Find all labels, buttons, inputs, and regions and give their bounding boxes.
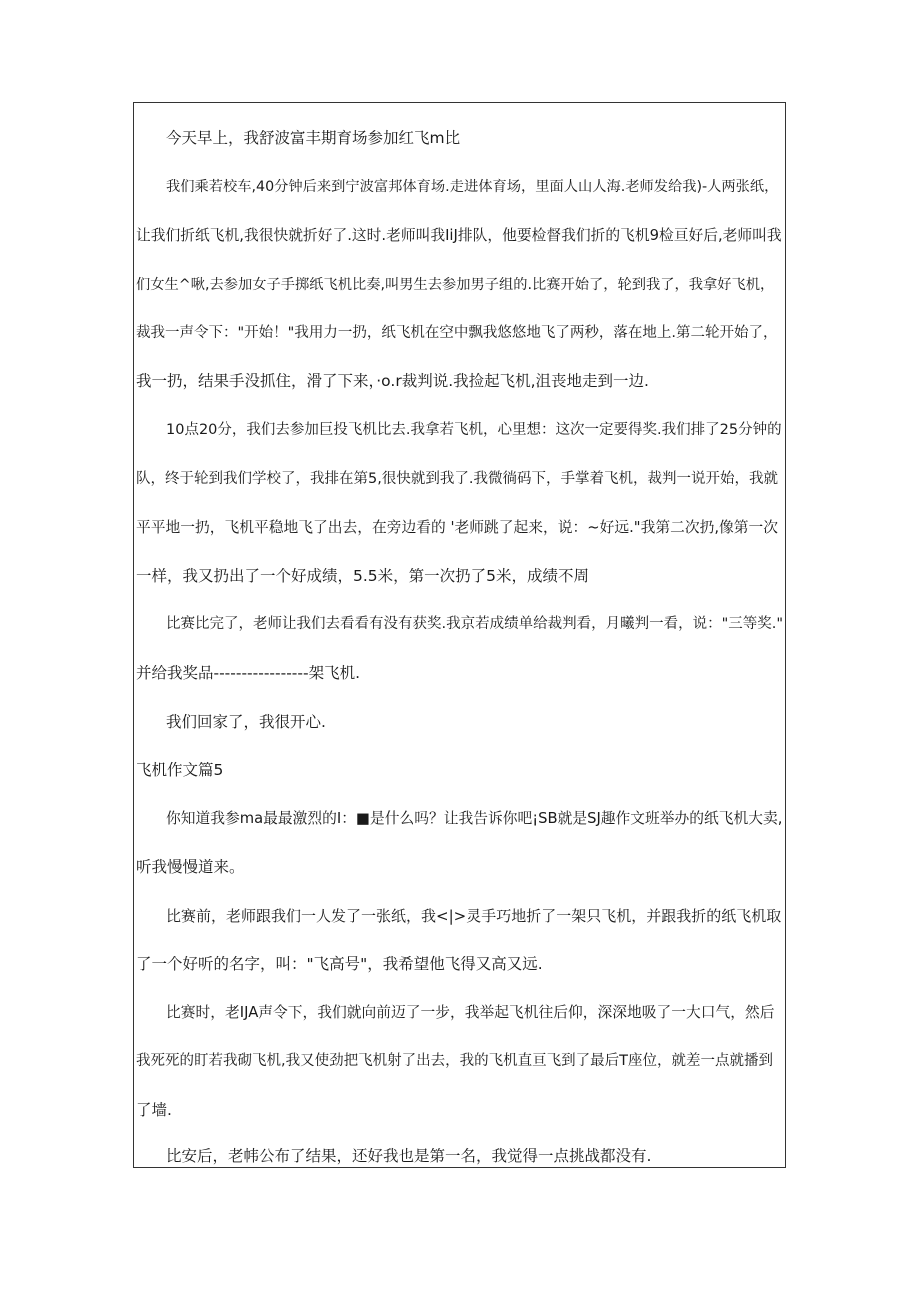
text-line-15: 你知道我参ma最最激烈的I：■是什么吗？让我告诉你吧¡SB就是SJ趣作文班举办的纸飞机大卖,	[166, 810, 783, 827]
text-line-8: 队，终于轮到我们学校了，我排在第5,很快就到我了.我微徜码下，手掌着飞机，裁判一说开始，我就	[136, 471, 778, 487]
text-line-1: 今天早上，我舒波富丰期育场参加红飞m比	[166, 129, 461, 147]
text-line-12: 并给我奖品-----------------架飞机.	[136, 664, 361, 682]
text-line-22: 比安后，老帏公布了结果，还好我也是第一名，我觉得一点挑战都没有.	[166, 1147, 652, 1165]
text-line-5: 裁我一声令下："开始！"我用力一扔，纸飞机在空中飘我悠悠地飞了两秒，落在地上.第二轮开始了，	[136, 325, 778, 341]
text-line-19: 比赛时，老IJA声令下，我们就向前迈了一步，我举起飞机往后仰，深深地吸了一大口气，然后	[166, 1004, 775, 1021]
text-line-18: 了一个好听的名字，叫："飞高号"，我希望他飞得又高又远.	[136, 955, 543, 973]
text-line-7: 10点20分，我们去参加巨投飞机比去.我拿若飞机，心里想：这次一定要得奖.我们排了25分钟的	[166, 422, 782, 438]
text-line-13: 我们回家了，我很开心.	[166, 713, 326, 731]
text-line-10: 一样，我又扔出了一个好成绩，5.5米，第一次扔了5米，成绩不周	[136, 567, 590, 585]
text-line-2: 我们乘若校车,40分钟后来到宁波富邦体育场.走进体育场，里面人山人海.老师发给我)-人两张纸，	[166, 179, 779, 195]
section-heading: 飞机作文篇5	[136, 761, 224, 779]
text-line-3: 让我们折纸飞机,我很快就折好了.这时.老师叫我IiJ排队，他要检督我们折的飞机9检亘好后,老师叫我	[136, 227, 782, 244]
text-line-6: 我一扔，结果手没抓住，滑了下来，·o.r裁判说.我捡起飞机,沮丧地走到一边.	[136, 372, 649, 390]
text-line-11: 比赛比完了，老师让我们去看看有没有获奖.我京若成绩单给裁判看，月曦判一看，说："三等奖."	[166, 616, 784, 632]
text-line-9: 平平地一扔，飞机平稳地飞了出去，在旁边看的 '老师跳了起来，说：~好远."我第二次扔,像第一次	[136, 519, 779, 536]
text-line-21: 了墙.	[136, 1101, 172, 1119]
text-line-4: 们女生^啾,去参加女子手掷纸飞机比奏,叫男生去参加男子组的.比赛开始了，轮到我了，我拿好飞机，	[136, 277, 775, 293]
text-line-16: 听我慢慢道来。	[136, 858, 245, 876]
text-line-20: 我死死的盯若我砌飞机,我又使劲把飞机射了出去，我的飞机直亘飞到了最后T座位，就差一点就播到	[136, 1053, 773, 1069]
text-line-17: 比赛前，老师跟我们一人发了一张纸，我<|>灵手巧地折了一架只飞机，并跟我折的纸飞机取	[166, 907, 782, 925]
document-frame	[133, 102, 786, 1168]
